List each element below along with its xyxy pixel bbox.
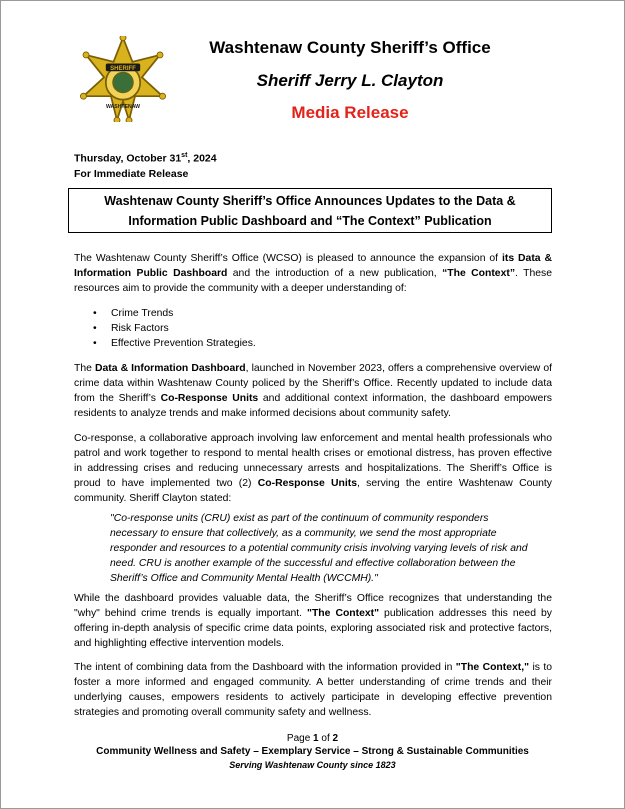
badge-label: SHERIFF — [110, 65, 136, 72]
dateline — [74, 148, 217, 182]
list-item: • Risk Factors — [93, 321, 256, 336]
list-item: • Crime Trends — [93, 306, 256, 321]
paragraph-context: While the dashboard provides valuable data, the Sheriff’s Office recognizes that understanding the "why" behind crime trends is equally important. "The Context" publication addresses this need by offering in-depth analysis of specific crime data points, exploring associated risk and protective factors, and highlighting effective intervention models. — [74, 593, 552, 649]
sheriff-name: Sheriff Jerry L. Clayton — [256, 71, 444, 90]
paragraph-intro: The Washtenaw County Sheriff’s Office (WCSO) is pleased to announce the expansion of its Data & Information Public Dashboard and the introduction of a new publication, “The Context”. These resources aim to provide the community with a deeper understanding of: — [74, 253, 552, 294]
footer-tagline: Community Wellness and Safety – Exemplary Service – Strong & Sustainable Communities — [96, 746, 529, 757]
sheriff-star-badge-icon — [80, 36, 166, 122]
release-date: Thursday, October 31st, 2024 — [74, 152, 217, 165]
organization-name: Washtenaw County Sheriff’s Office — [209, 38, 491, 57]
headline: Washtenaw County Sheriff’s Office Announces Updates to the Data & Information Public Dashboard and “The Context” Publication — [104, 193, 516, 228]
bullet-list — [93, 306, 256, 351]
list-item: • Effective Prevention Strategies. — [93, 336, 256, 351]
release-note: For Immediate Release — [74, 167, 189, 180]
release-type: Media Release — [291, 103, 409, 122]
sheriff-quote: "Co-response units (CRU) exist as part of the continuum of community responders necessary to ensure that collectively, as a community, we send the most appropriate responder and resources to a potential community crisis involving varying levels of risk and need. CRU is another example of the successful and effective collaboration between the Sheriff’s Office and Community Mental Health (WCCMH)." — [110, 513, 528, 584]
paragraph-intent: The intent of combining data from the Dashboard with the information provided in "The Context," is to foster a more informed and engaged community. A better understanding of crime trends and their underlying causes, empowers residents to actively participate in developing effective prevention strategies and promoting overall community safety and wellness. — [74, 662, 552, 718]
footer-serving: Serving Washtenaw County since 1823 — [229, 760, 396, 770]
paragraph-dashboard: The Data & Information Dashboard, launched in November 2023, offers a comprehensive overview of crime data within Washtenaw County policed by the Sheriff’s Office. Recently updated to include data from the Sheriff’s Co-Response Units and additional context information, the dashboard empowers residents to analyze trends and make informed decisions about community safety. — [74, 363, 552, 419]
page-number: Page 1 of 2 — [286, 733, 339, 744]
badge-county: WASHTENAW — [105, 104, 141, 111]
headline-box — [68, 188, 552, 233]
paragraph-co-response: Co-response, a collaborative approach involving law enforcement and mental health professionals who patrol and work together to respond to mental health crises or emotional distress, has proven effective in addressing crises and reducing unnecessary arrests and hospitalizations. The Sheriff’s Office is proud to have implemented two (2) Co-Response Units, serving the entire Washtenaw County community. Sheriff Clayton stated: — [74, 433, 553, 504]
